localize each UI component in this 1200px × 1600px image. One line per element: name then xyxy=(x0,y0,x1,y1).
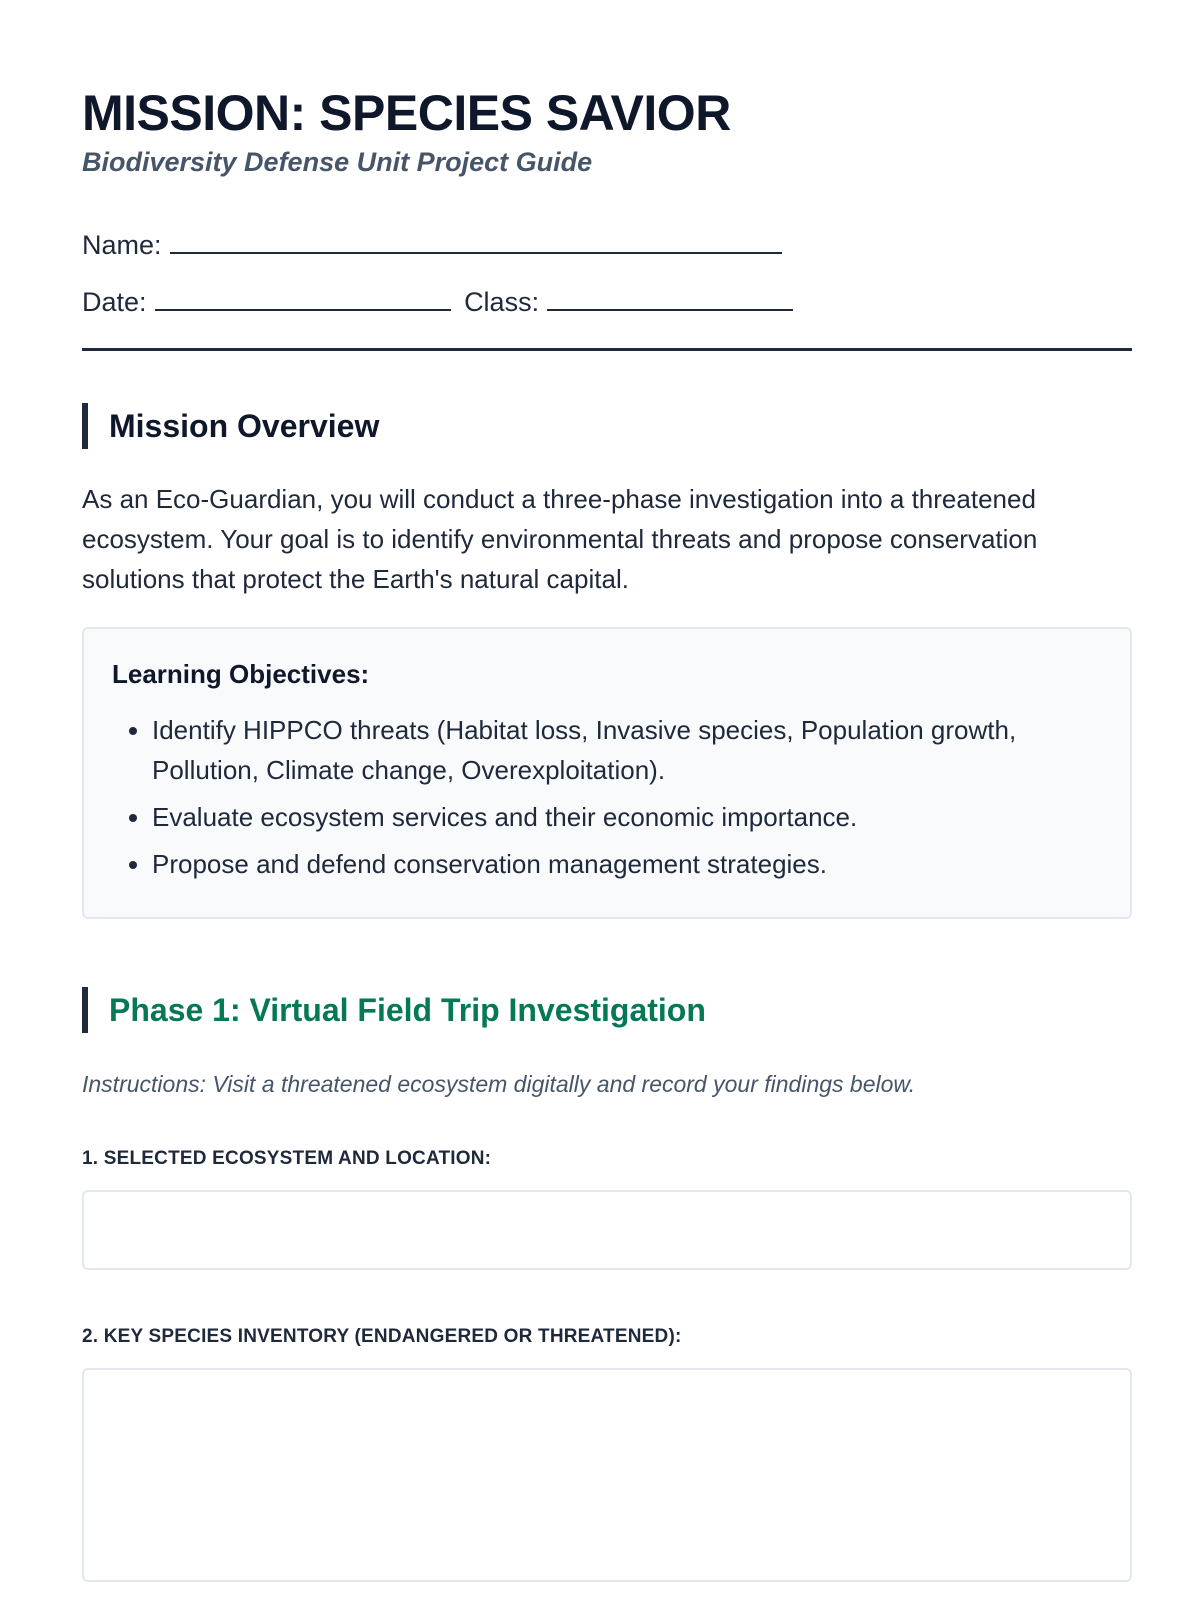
list-item: • Identify HIPPCO threats (Habitat loss, Invasive species, Population growth, Pollution, Climate change, Overexploitation). xyxy=(152,710,1102,790)
overview-paragraph: As an Eco-Guardian, you will conduct a three-phase investigation into a threatened ecosystem. Your goal is to identify environmental threats and propose conservation solutions that protect the Earth's natural capital. xyxy=(82,484,1038,594)
overview-heading-text: Mission Overview xyxy=(109,407,380,444)
phase1-instructions: Instructions: Visit a threatened ecosystem digitally and record your findings below. xyxy=(82,1071,916,1097)
date-label: Date: xyxy=(82,287,147,317)
question1-label: 1. SELECTED ECOSYSTEM AND LOCATION: xyxy=(82,1148,492,1169)
page-title: MISSION: SPECIES SAVIOR xyxy=(82,85,731,141)
objectives-title: Learning Objectives: xyxy=(112,659,370,689)
overview-section-heading xyxy=(82,403,1118,449)
list-item: • Propose and defend conservation management strategies. xyxy=(152,844,1102,884)
section-accent-bar xyxy=(82,987,88,1033)
learning-objectives-box xyxy=(82,627,1132,919)
section-accent-bar xyxy=(82,403,88,449)
class-blank-line[interactable] xyxy=(547,283,793,311)
objectives-list xyxy=(112,710,1102,884)
date-class-field-row xyxy=(82,283,1118,318)
species-inventory-answer-box[interactable] xyxy=(82,1368,1132,1582)
header-divider xyxy=(82,348,1132,351)
page-subtitle: Biodiversity Defense Unit Project Guide xyxy=(82,147,593,177)
list-item: • Evaluate ecosystem services and their economic importance. xyxy=(152,797,1102,837)
ecosystem-location-answer-box[interactable] xyxy=(82,1190,1132,1270)
name-field-row xyxy=(82,226,1118,261)
name-blank-line[interactable] xyxy=(170,226,782,254)
name-label: Name: xyxy=(82,230,162,260)
class-label: Class: xyxy=(464,287,540,317)
phase1-section-heading xyxy=(82,987,1118,1033)
question2-label: 2. KEY SPECIES INVENTORY (ENDANGERED OR THREATENED): xyxy=(82,1326,682,1347)
phase1-heading-text: Phase 1: Virtual Field Trip Investigation xyxy=(109,991,706,1028)
date-blank-line[interactable] xyxy=(155,283,451,311)
